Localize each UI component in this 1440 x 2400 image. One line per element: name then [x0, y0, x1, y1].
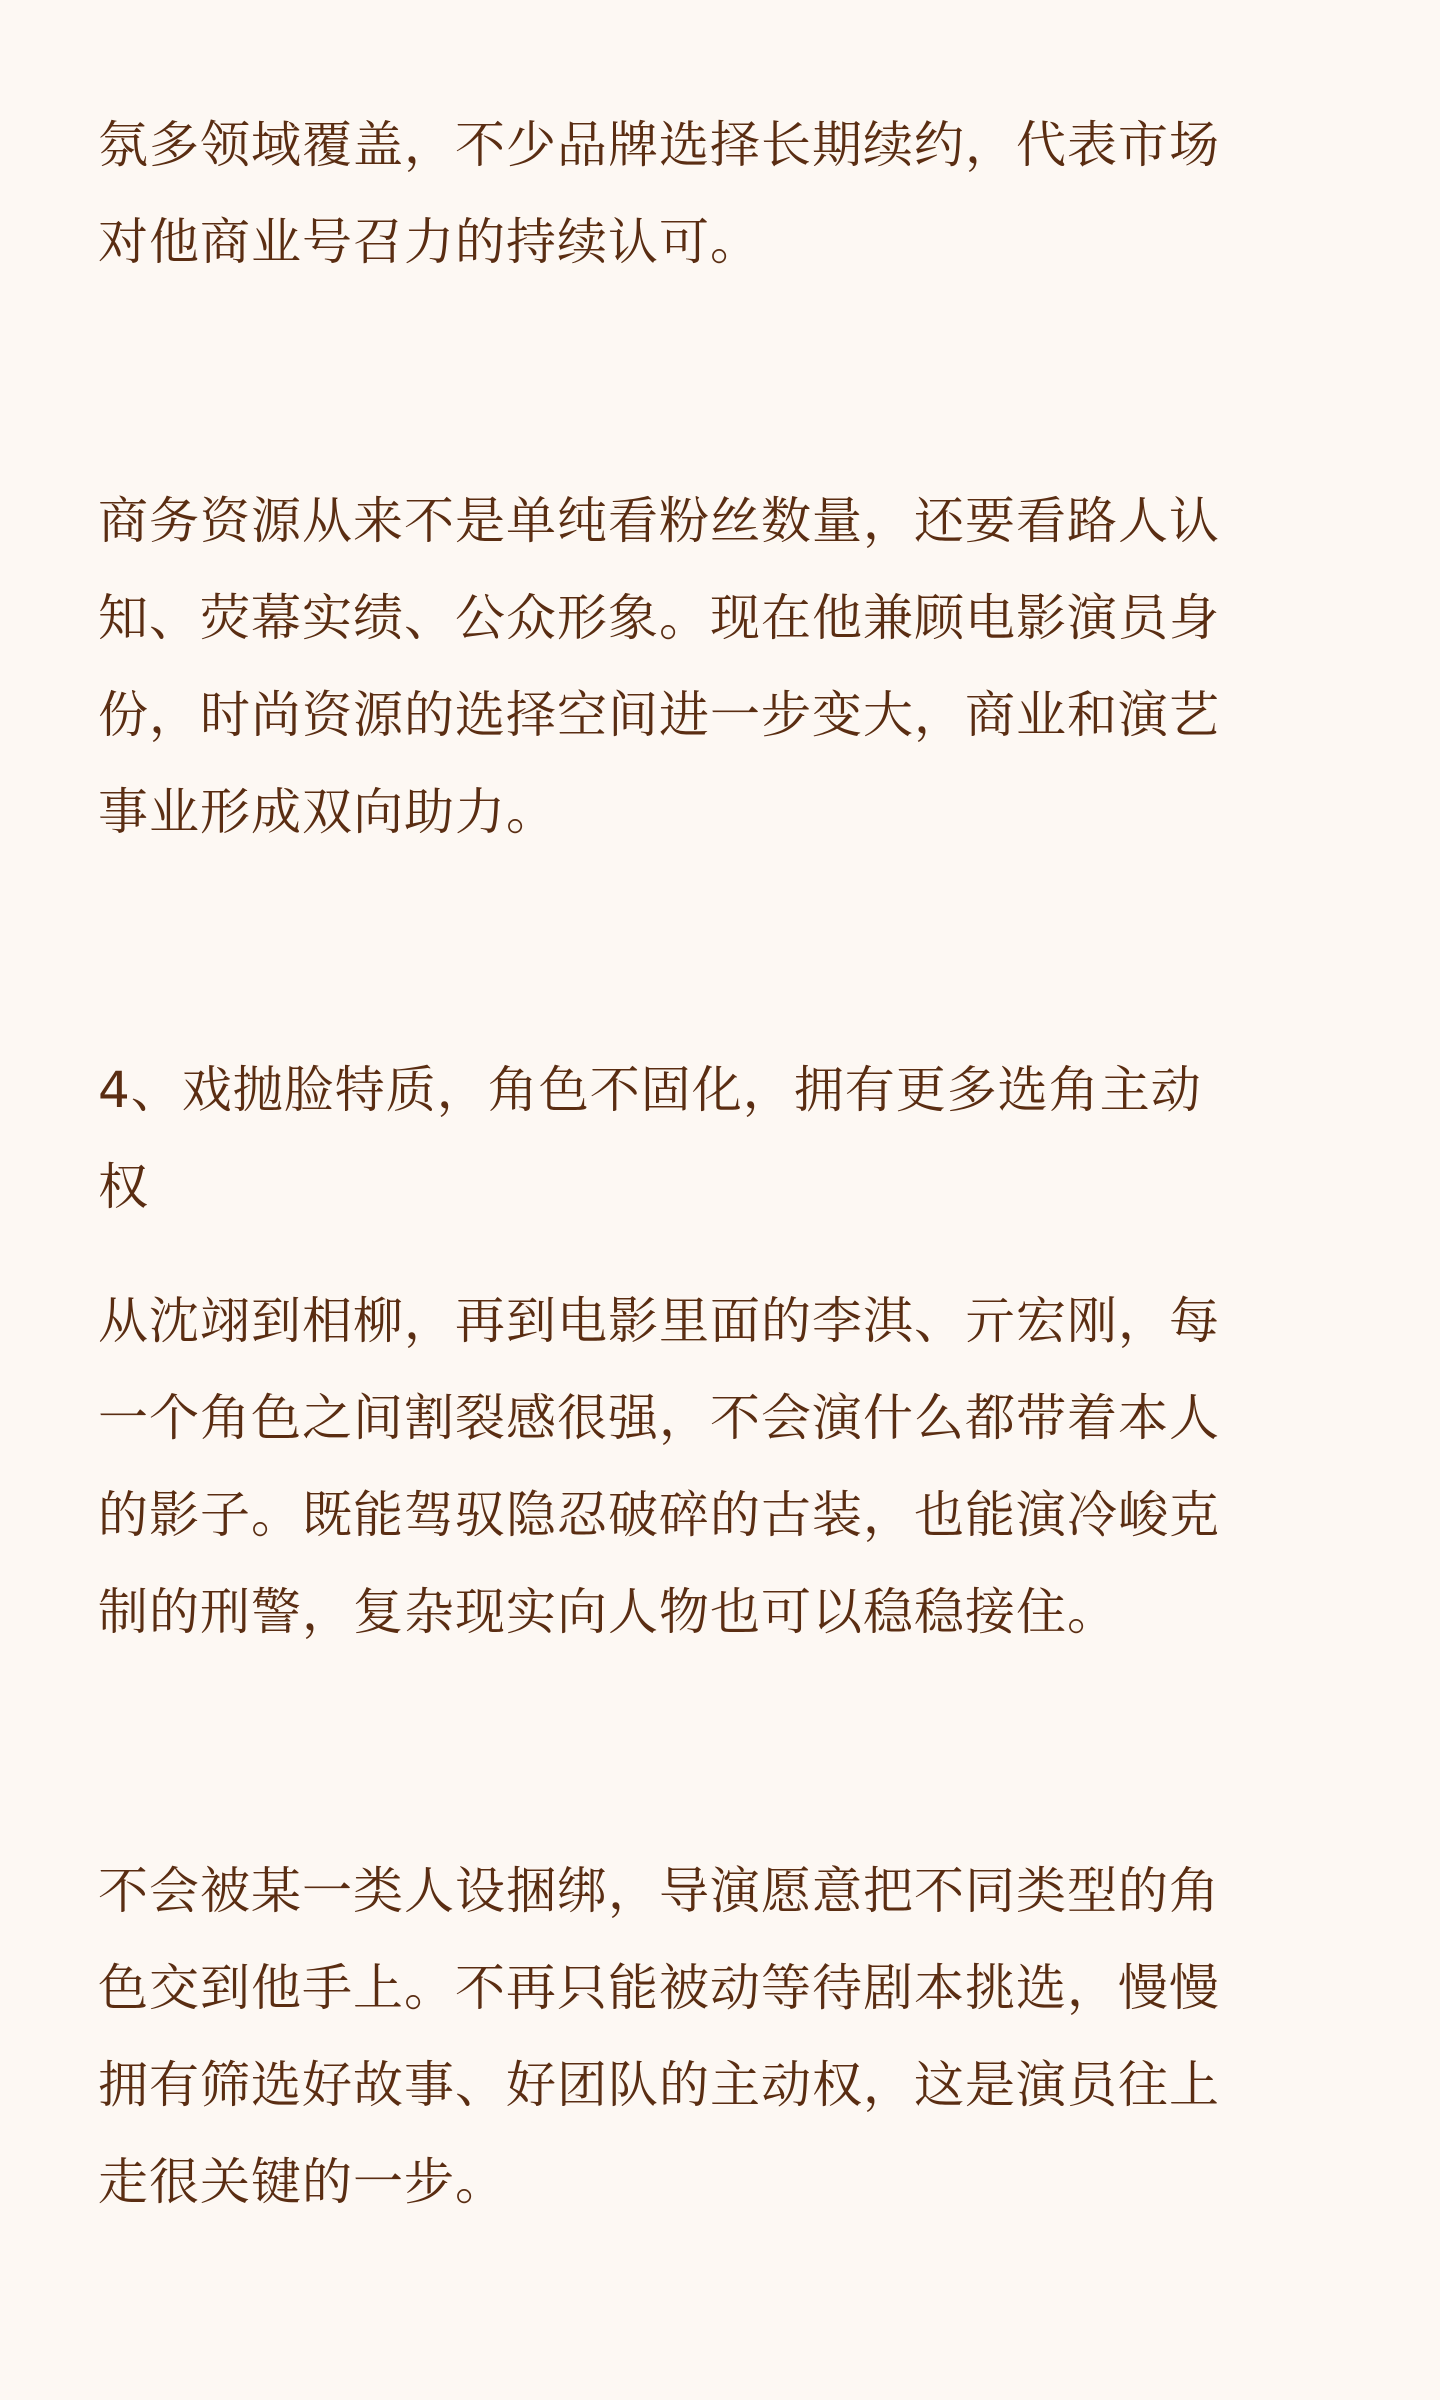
paragraph-casting-initiative	[98, 1843, 1220, 2231]
text-line: 事业形成双向助力。	[98, 783, 557, 841]
section-heading	[98, 1042, 1202, 1236]
paragraph-brand-renewal	[98, 97, 1220, 291]
text-line: 的影子。既能驾驭隐忍破碎的古装，也能演冷峻克	[98, 1486, 1220, 1544]
text-line: 从沈翊到相柳，再到电影里面的李淇、亓宏刚，每	[98, 1292, 1220, 1350]
text-line: 商务资源从来不是单纯看粉丝数量，还要看路人认	[98, 492, 1220, 550]
text-line: 一个角色之间割裂感很强，不会演什么都带着本人	[98, 1389, 1220, 1447]
text-line: 不会被某一类人设捆绑，导演愿意把不同类型的角	[98, 1862, 1220, 1920]
text-line: 走很关键的一步。	[98, 2153, 506, 2211]
text-line: 知、荧幕实绩、公众形象。现在他兼顾电影演员身	[98, 589, 1220, 647]
paragraph-role-variety	[98, 1273, 1220, 1661]
text-line: 制的刑警，复杂现实向人物也可以稳稳接住。	[98, 1583, 1118, 1641]
heading-line: 4、戏抛脸特质，角色不固化，拥有更多选角主动	[98, 1061, 1202, 1119]
text-line: 对他商业号召力的持续认可。	[98, 213, 761, 271]
text-line: 份，时尚资源的选择空间进一步变大，商业和演艺	[98, 686, 1220, 744]
text-line: 色交到他手上。不再只能被动等待剧本挑选，慢慢	[98, 1959, 1220, 2017]
text-line: 拥有筛选好故事、好团队的主动权，这是演员往上	[98, 2056, 1220, 2114]
text-line: 氛多领域覆盖，不少品牌选择长期续约，代表市场	[98, 116, 1220, 174]
heading-line: 权	[98, 1158, 149, 1216]
paragraph-business-resources	[98, 473, 1220, 861]
